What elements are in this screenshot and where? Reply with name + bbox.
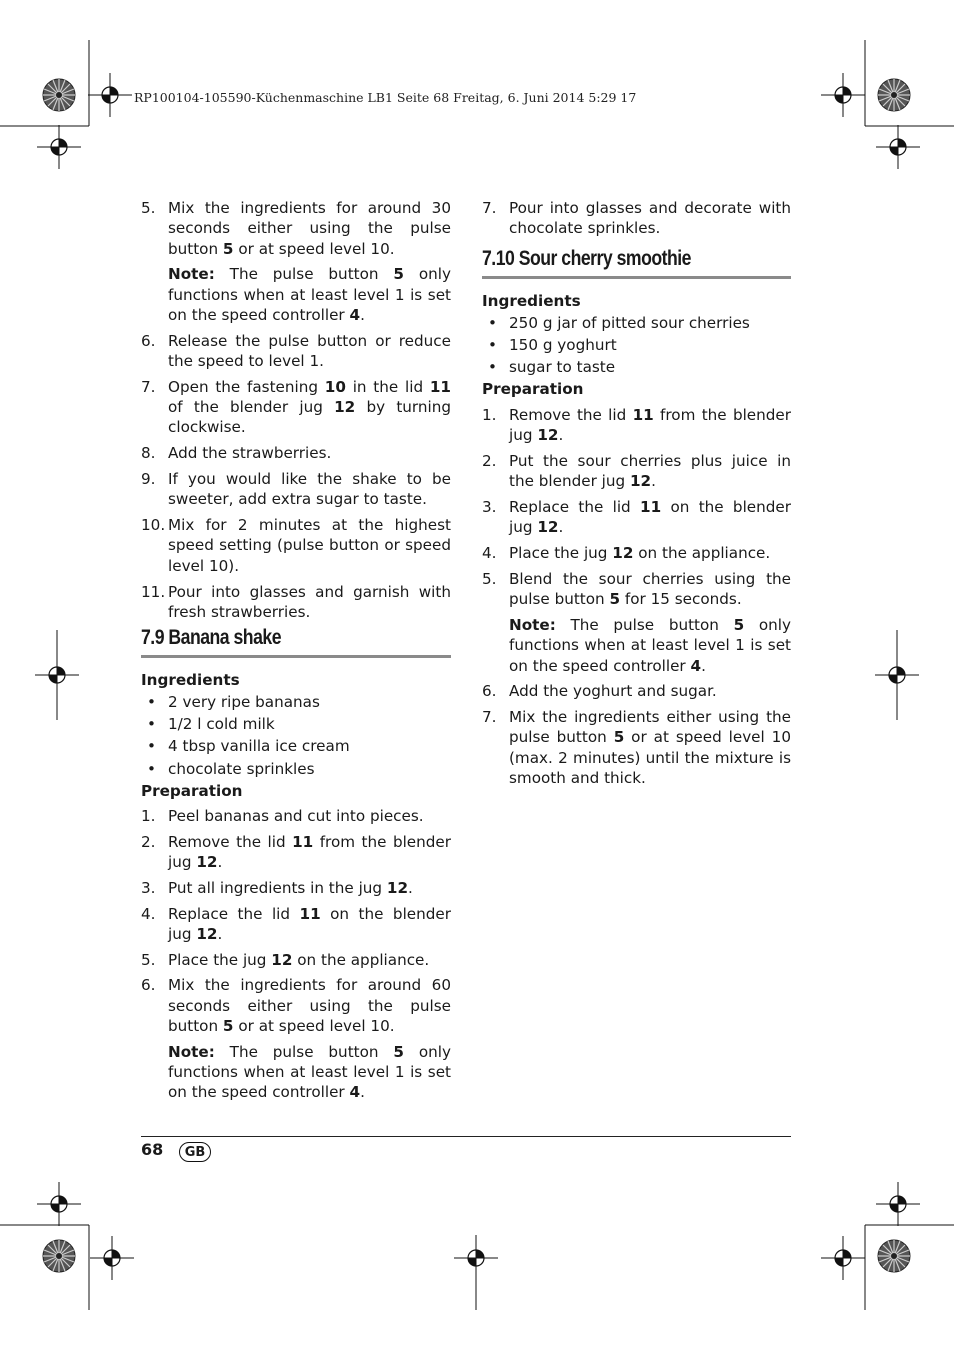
note: Note: The pulse button 5 only functions when at least level 1 is set on the speed controller 4. — [168, 1042, 451, 1102]
step-text: Remove the lid 11 from the blender jug 12. — [168, 832, 452, 871]
list-item — [141, 878, 451, 898]
ingredient-item — [482, 357, 791, 377]
list-item — [141, 198, 451, 259]
heading-rule — [482, 276, 791, 279]
preparation-steps — [482, 405, 791, 789]
step-number: 4. — [141, 904, 156, 923]
list-item — [482, 543, 791, 563]
ingredient-item — [141, 692, 451, 712]
step-number: 2. — [141, 832, 156, 851]
ingredients-list — [141, 692, 451, 779]
step-text: Place the jug 12 on the appliance. — [509, 544, 771, 563]
steps-top-right — [482, 198, 791, 239]
bullet-icon: • — [147, 715, 156, 734]
step-number: 5. — [482, 569, 497, 588]
list-item — [482, 681, 791, 701]
ingredient-text: 2 very ripe bananas — [168, 693, 320, 712]
list-item — [141, 950, 451, 970]
left-column — [141, 198, 451, 1108]
list-item — [141, 443, 451, 463]
list-item — [141, 832, 451, 873]
step-number: 8. — [141, 444, 156, 463]
step-number: 1. — [141, 806, 156, 825]
bullet-icon: • — [147, 737, 156, 756]
bullet-icon: • — [147, 693, 156, 712]
ingredient-text: 1/2 l cold milk — [168, 715, 275, 734]
ingredient-text: chocolate sprinkles — [168, 759, 315, 778]
step-number: 7. — [141, 377, 156, 396]
step-text: Add the yoghurt and sugar. — [509, 682, 717, 701]
list-item — [141, 806, 451, 826]
step-text: Mix for 2 minutes at the highest speed setting (pulse button or speed level 10). — [168, 516, 451, 575]
step-number: 3. — [482, 497, 497, 516]
list-item — [141, 377, 451, 438]
language-badge: GB — [179, 1142, 211, 1162]
step-text: Blend the sour cherries using the pulse button 5 for 15 seconds. — [509, 569, 791, 609]
list-item — [482, 707, 791, 788]
ingredient-item — [482, 335, 791, 355]
step-text: Pour into glasses and decorate with chocolate sprinkles. — [509, 199, 791, 238]
step-number: 11. — [141, 582, 166, 601]
step-text: Put the sour cherries plus juice in the blender jug 12. — [509, 451, 791, 491]
footer-rule — [141, 1136, 791, 1137]
section-title-sour-cherry-smoothie: 7.10 Sour cherry smoothie — [482, 246, 691, 270]
step-number: 2. — [482, 451, 497, 470]
bullet-icon: • — [488, 336, 497, 355]
ingredients-list — [482, 313, 791, 377]
preparation-steps — [141, 806, 451, 1103]
ingredient-item — [141, 714, 451, 734]
note: Note: The pulse button 5 only functions when at least level 1 is set on the speed controller 4. — [168, 265, 451, 324]
list-item — [482, 198, 791, 239]
list-item — [141, 975, 451, 1036]
step-text: Replace the lid 11 on the blender jug 12. — [509, 497, 791, 537]
step-text: Put all ingredients in the jug 12. — [168, 878, 413, 897]
step-number: 9. — [141, 470, 156, 489]
step-number: 5. — [141, 950, 156, 969]
preparation-label: Preparation — [141, 781, 243, 800]
page-number: 68 — [141, 1140, 164, 1159]
step-number: 7. — [482, 708, 497, 727]
ingredient-text: 4 tbsp vanilla ice cream — [168, 737, 350, 756]
step-text: Mix the ingredients for around 60 seconds either using the pulse button 5 or at speed level 10. — [168, 976, 451, 1036]
list-item — [482, 569, 791, 610]
step-number: 4. — [482, 544, 497, 563]
steps-top-left — [141, 198, 451, 622]
step-text: Remove the lid 11 from the blender jug 12. — [509, 405, 792, 445]
bullet-icon: • — [147, 759, 156, 778]
right-column — [482, 198, 791, 794]
list-item — [482, 497, 791, 538]
step-text: Pour into glasses and garnish with fresh strawberries. — [168, 582, 451, 621]
step-number: 6. — [141, 976, 156, 995]
list-item — [141, 331, 451, 372]
list-item — [141, 469, 451, 510]
ingredient-text: 250 g jar of pitted sour cherries — [509, 314, 750, 333]
step-text: Open the fastening 10 in the lid 11 of the blender jug 12 by turning clockwise. — [168, 377, 451, 437]
ingredient-item — [141, 759, 451, 779]
step-number: 3. — [141, 878, 156, 897]
step-text: Place the jug 12 on the appliance. — [168, 950, 430, 969]
step-number: 1. — [482, 405, 497, 424]
heading-rule — [141, 655, 451, 658]
step-text: Peel bananas and cut into pieces. — [168, 806, 424, 825]
list-item — [141, 904, 451, 945]
list-item — [141, 582, 451, 623]
ingredients-label: Ingredients — [141, 670, 240, 689]
bullet-icon: • — [488, 314, 497, 333]
note: Note: The pulse button 5 only functions when at least level 1 is set on the speed controller 4. — [509, 615, 791, 675]
list-item — [141, 515, 451, 576]
step-number: 6. — [141, 331, 156, 350]
ingredient-item — [482, 313, 791, 333]
step-text: Add the strawberries. — [168, 444, 332, 463]
step-number: 6. — [482, 682, 497, 701]
preparation-label: Preparation — [482, 380, 584, 399]
step-text: If you would like the shake to be sweeter, add extra sugar to taste. — [168, 470, 451, 509]
step-number: 7. — [482, 199, 497, 217]
step-text: Release the pulse button or reduce the speed to level 1. — [168, 331, 451, 371]
step-text: Mix the ingredients for around 30 seconds either using the pulse button 5 or at speed level 10. — [168, 199, 451, 258]
ingredient-text: sugar to taste — [509, 358, 616, 377]
step-number: 10. — [141, 516, 166, 535]
print-header: RP100104-105590-Küchenmaschine LB1 Seite 68 Freitag, 6. Juni 2014 5:29 17 — [134, 90, 637, 105]
step-text: Replace the lid 11 on the blender jug 12. — [168, 904, 451, 943]
ingredient-text: 150 g yoghurt — [509, 336, 617, 355]
bullet-icon: • — [488, 358, 497, 377]
ingredients-label: Ingredients — [482, 291, 581, 310]
list-item — [482, 405, 791, 446]
step-number: 5. — [141, 199, 156, 217]
ingredient-item — [141, 736, 451, 756]
list-item — [482, 451, 791, 492]
section-title-banana-shake: 7.9 Banana shake — [141, 625, 282, 649]
step-text: Mix the ingredients either using the pulse button 5 or at speed level 10 (max. 2 minutes) until the mixture is smooth and thick. — [509, 708, 791, 788]
